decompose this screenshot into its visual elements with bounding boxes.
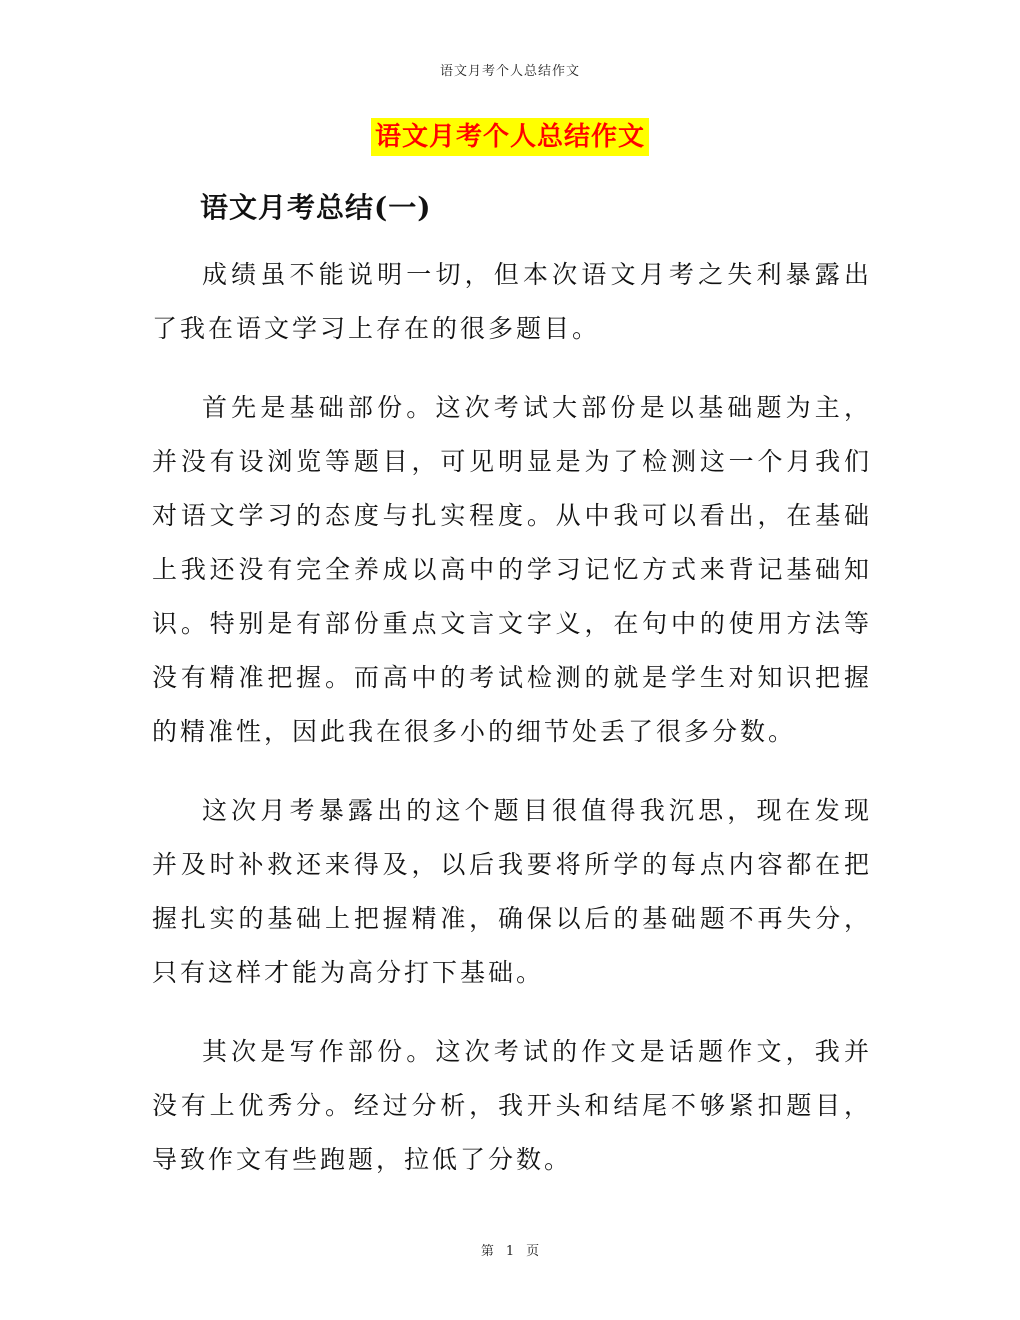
body-text (152, 248, 872, 1212)
page-prefix: 第 (480, 1244, 494, 1259)
document-title: 语文月考个人总结作文 (371, 118, 649, 156)
paragraph-1: 成绩虽不能说明一切，但本次语文月考之失利暴露出了我在语文学习上存在的很多题目。 (152, 260, 872, 343)
section-heading: 语文月考总结(一) (200, 191, 432, 224)
title-wrap (0, 118, 1020, 156)
page-footer (0, 1240, 1020, 1259)
paragraph-4: 其次是写作部份。这次考试的作文是话题作文，我并没有上优秀分。经过分析，我开头和结尾不够紧扣题目，导致作文有些跑题，拉低了分数。 (152, 1037, 872, 1174)
paragraph-2: 首先是基础部份。这次考试大部份是以基础题为主，并没有设浏览等题目，可见明显是为了检测这一个月我们对语文学习的态度与扎实程度。从中我可以看出，在基础上我还没有完全养成以高中的学习记忆方式来背记基础知识。特别是有部份重点文言文字义，在句中的使用方法等没有精准把握。而高中的考试检测的就是学生对知识把握的精准性，因此我在很多小的细节处丢了很多分数。 (152, 393, 872, 746)
running-header: 语文月考个人总结作文 (439, 64, 580, 79)
page-suffix: 页 (526, 1244, 540, 1259)
paragraph-3: 这次月考暴露出的这个题目很值得我沉思，现在发现并及时补救还来得及，以后我要将所学的每点内容都在把握扎实的基础上把握精准，确保以后的基础题不再失分，只有这样才能为高分打下基础。 (152, 796, 872, 987)
page-number: 1 (505, 1244, 515, 1259)
